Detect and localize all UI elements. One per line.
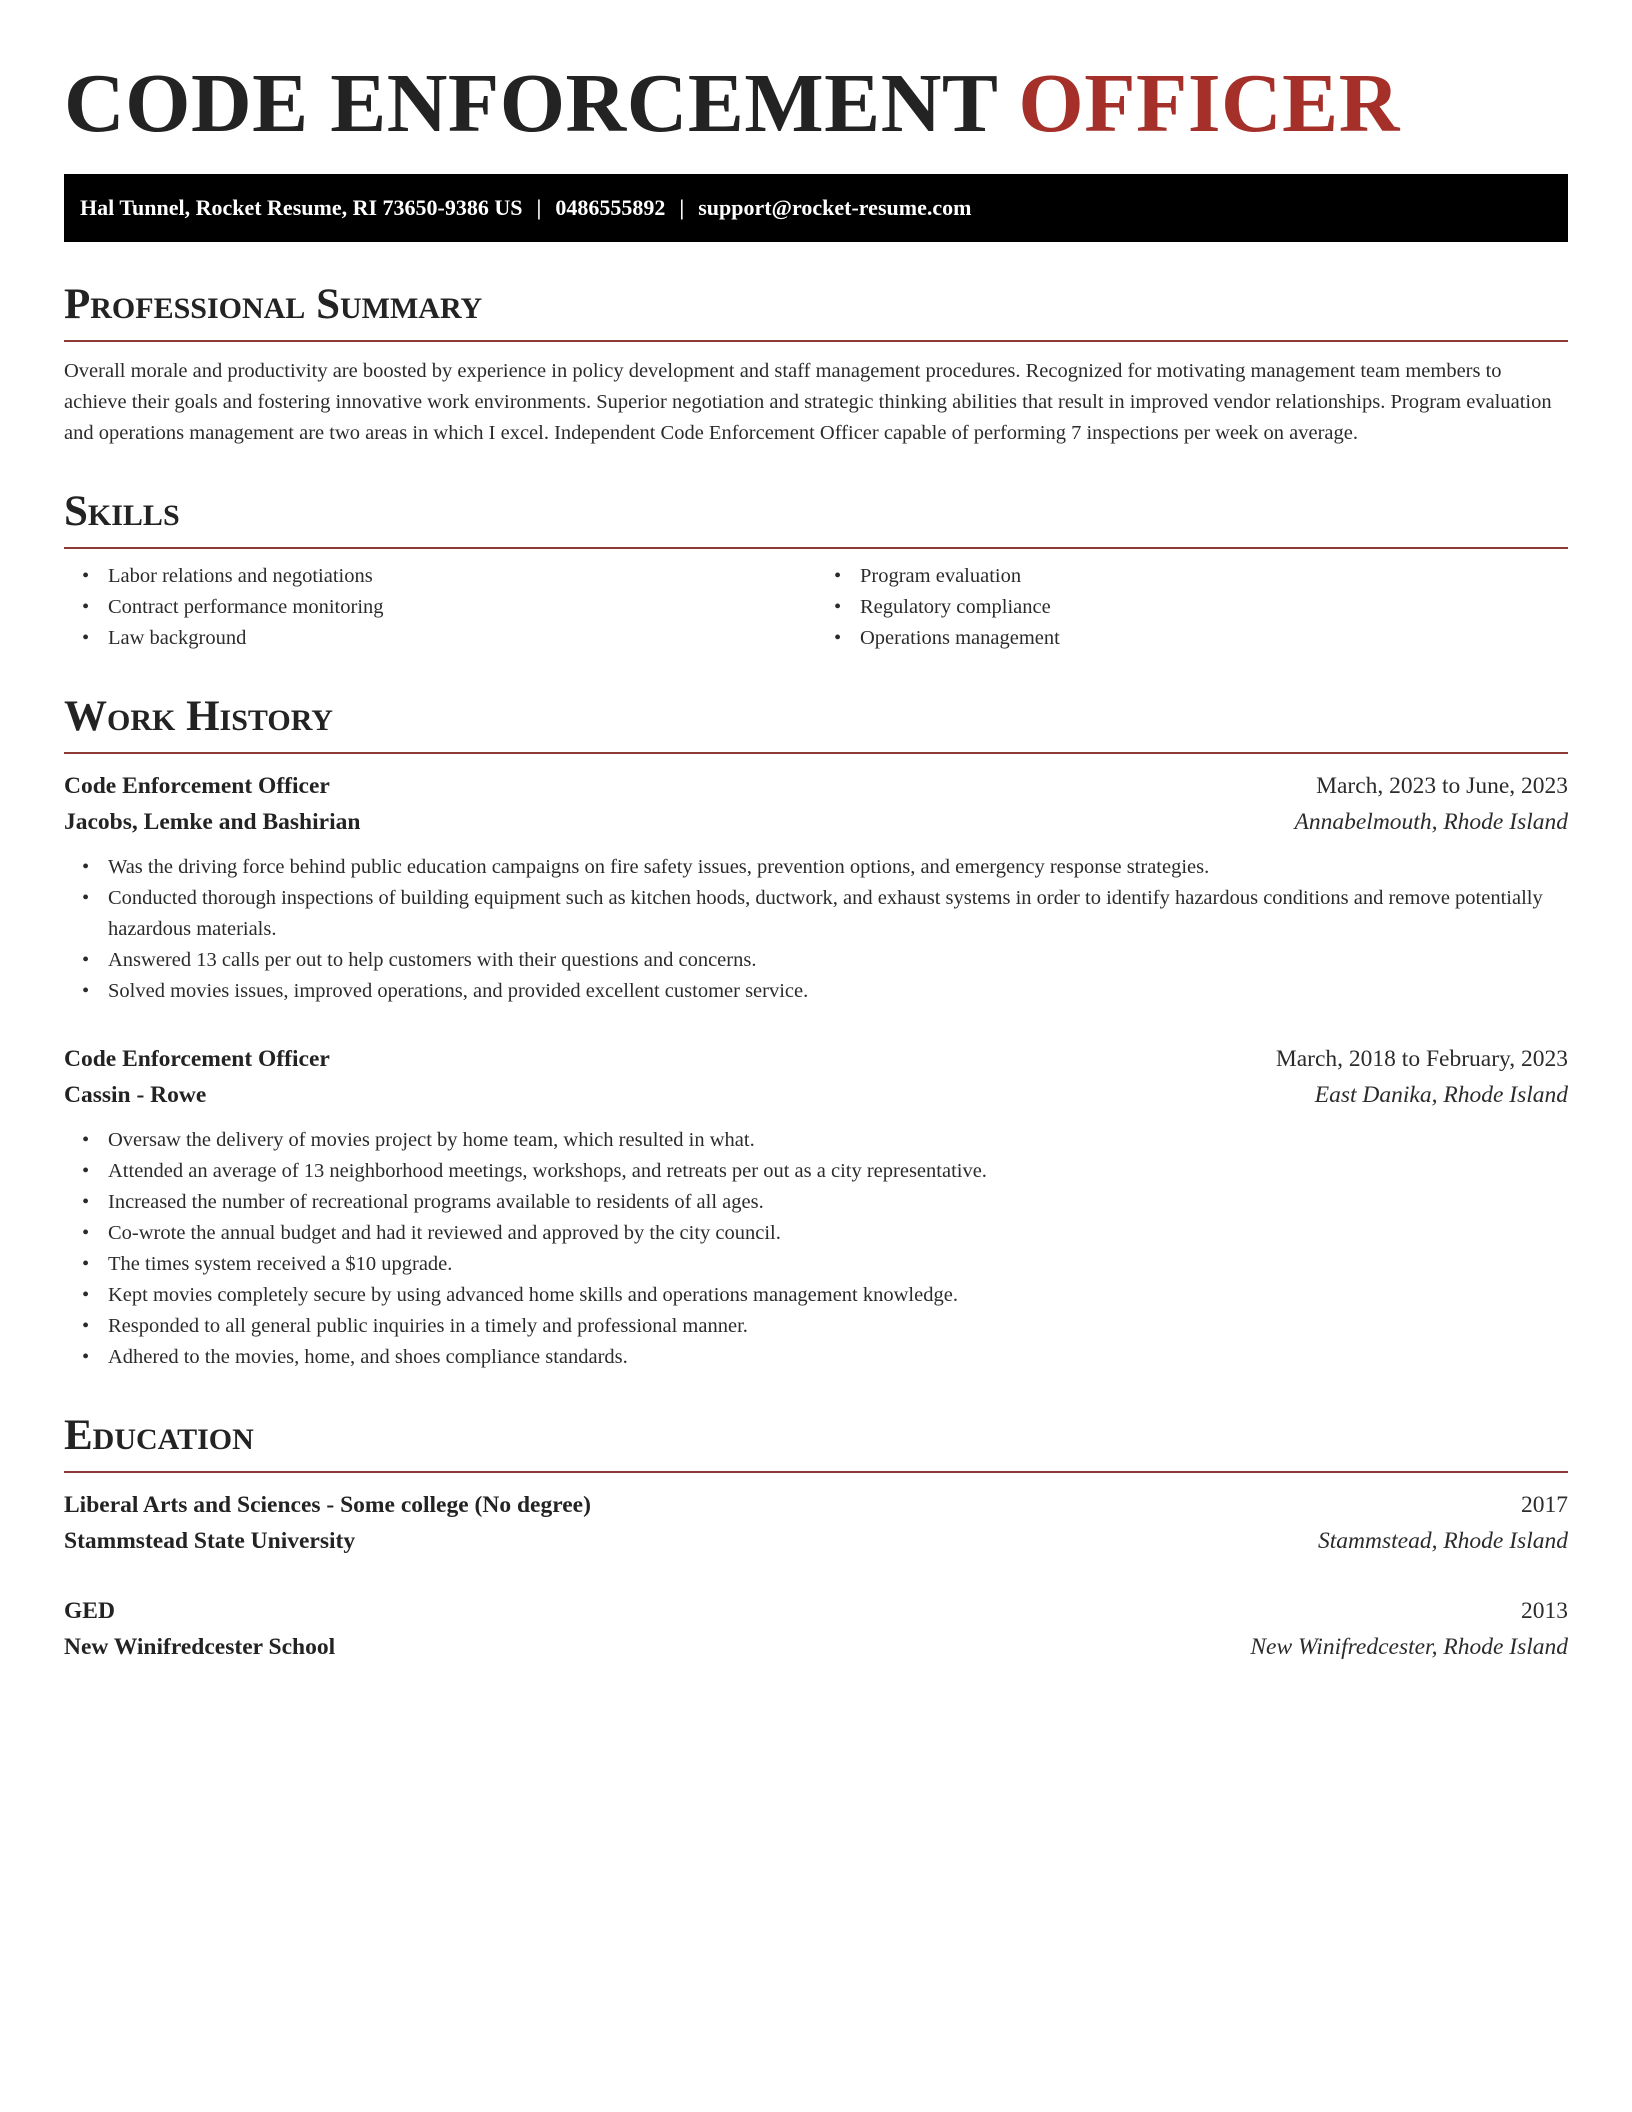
job-entry: [64, 1041, 1568, 1373]
education-location: Stammstead, Rhode Island: [1318, 1528, 1568, 1554]
job-subheader: [64, 1077, 1568, 1113]
skills-column-left: [64, 561, 816, 654]
skill-item: • Program evaluation: [860, 561, 1568, 592]
education-entry: [64, 1593, 1568, 1665]
education-subheader: [64, 1629, 1568, 1665]
skill-item: • Contract performance monitoring: [108, 592, 816, 623]
skill-item: • Regulatory compliance: [860, 592, 1568, 623]
job-bullet: • Kept movies completely secure by using advanced home skills and operations management knowledge.: [108, 1280, 1568, 1311]
work-history-heading: Work History: [64, 692, 1568, 754]
education-school: New Winifredcester School: [64, 1634, 336, 1660]
summary-section: [64, 280, 1568, 449]
education-header: [64, 1487, 1568, 1523]
title-main: CODE ENFORCEMENT: [64, 57, 997, 150]
education-location: New Winifredcester, Rhode Island: [1250, 1634, 1568, 1660]
education-year: 2013: [1521, 1598, 1568, 1624]
contact-email[interactable]: support@rocket-resume.com: [698, 195, 972, 220]
job-bullet: • The times system received a $10 upgrade.: [108, 1249, 1568, 1280]
contact-address: Hal Tunnel, Rocket Resume, RI 73650-9386 US: [80, 195, 523, 220]
job-dates: March, 2018 to February, 2023: [1275, 1046, 1568, 1072]
education-degree: GED: [64, 1598, 115, 1624]
job-bullet: • Responded to all general public inquiries in a timely and professional manner.: [108, 1311, 1568, 1342]
skill-item: • Law background: [108, 623, 816, 654]
education-year: 2017: [1521, 1492, 1568, 1518]
job-entry: [64, 768, 1568, 1007]
job-bullet: • Adhered to the movies, home, and shoes compliance standards.: [108, 1342, 1568, 1373]
summary-text: Overall morale and productivity are boosted by experience in policy development and staff management procedures. Recognized for motivating management team members to achieve their goals and fostering innovative work environments. Superior negotiation and strategic thinking abilities that result in improved vendor relationships. Program evaluation and operations management are two areas in which I excel. Independent Code Enforcement Officer capable of performing 7 inspections per week on average.: [64, 360, 1552, 444]
work-history-section: [64, 692, 1568, 1373]
job-bullet: • Increased the number of recreational programs available to residents of all ages.: [108, 1187, 1568, 1218]
skills-list: [64, 561, 1568, 654]
education-entry: [64, 1487, 1568, 1559]
job-bullets: [64, 852, 1568, 1007]
job-bullet: • Conducted thorough inspections of building equipment such as kitchen hoods, ductwork, and exhaust systems in order to identify hazardous conditions and remove potentially hazardous materials.: [108, 883, 1568, 945]
job-bullet: • Answered 13 calls per out to help customers with their questions and concerns.: [108, 945, 1568, 976]
skill-item: • Operations management: [860, 623, 1568, 654]
job-bullet: • Co-wrote the annual budget and had it reviewed and approved by the city council.: [108, 1218, 1568, 1249]
job-company: Cassin - Rowe: [64, 1082, 207, 1108]
job-company: Jacobs, Lemke and Bashirian: [64, 809, 361, 835]
job-subheader: [64, 804, 1568, 840]
resume-title: [64, 54, 1568, 154]
job-bullets: [64, 1125, 1568, 1373]
education-subheader: [64, 1523, 1568, 1559]
job-title: Code Enforcement Officer: [64, 773, 330, 799]
job-location: East Danika, Rhode Island: [1314, 1082, 1568, 1108]
education-school: Stammstead State University: [64, 1528, 356, 1554]
job-bullet: • Attended an average of 13 neighborhood meetings, workshops, and retreats per out as a city representative.: [108, 1156, 1568, 1187]
skill-item: • Labor relations and negotiations: [108, 561, 816, 592]
education-header: [64, 1593, 1568, 1629]
skills-column-right: [816, 561, 1568, 654]
job-title: Code Enforcement Officer: [64, 1046, 330, 1072]
job-dates: March, 2023 to June, 2023: [1316, 773, 1568, 799]
job-bullet: • Solved movies issues, improved operations, and provided excellent customer service.: [108, 976, 1568, 1007]
contact-separator: |: [536, 195, 542, 220]
job-header: [64, 768, 1568, 804]
contact-phone[interactable]: 0486555892: [555, 195, 666, 220]
skills-heading: Skills: [64, 487, 1568, 549]
skills-section: [64, 487, 1568, 654]
title-accent: OFFICER: [1018, 57, 1400, 150]
contact-bar: [64, 174, 1568, 242]
summary-heading: Professional Summary: [64, 280, 1568, 342]
contact-separator: |: [679, 195, 685, 220]
education-section: [64, 1411, 1568, 1665]
job-header: [64, 1041, 1568, 1077]
job-bullet: • Was the driving force behind public education campaigns on fire safety issues, prevention options, and emergency response strategies.: [108, 852, 1568, 883]
education-heading: Education: [64, 1411, 1568, 1473]
job-location: Annabelmouth, Rhode Island: [1294, 809, 1568, 835]
job-bullet: • Oversaw the delivery of movies project by home team, which resulted in what.: [108, 1125, 1568, 1156]
education-degree: Liberal Arts and Sciences - Some college (No degree): [64, 1492, 591, 1518]
